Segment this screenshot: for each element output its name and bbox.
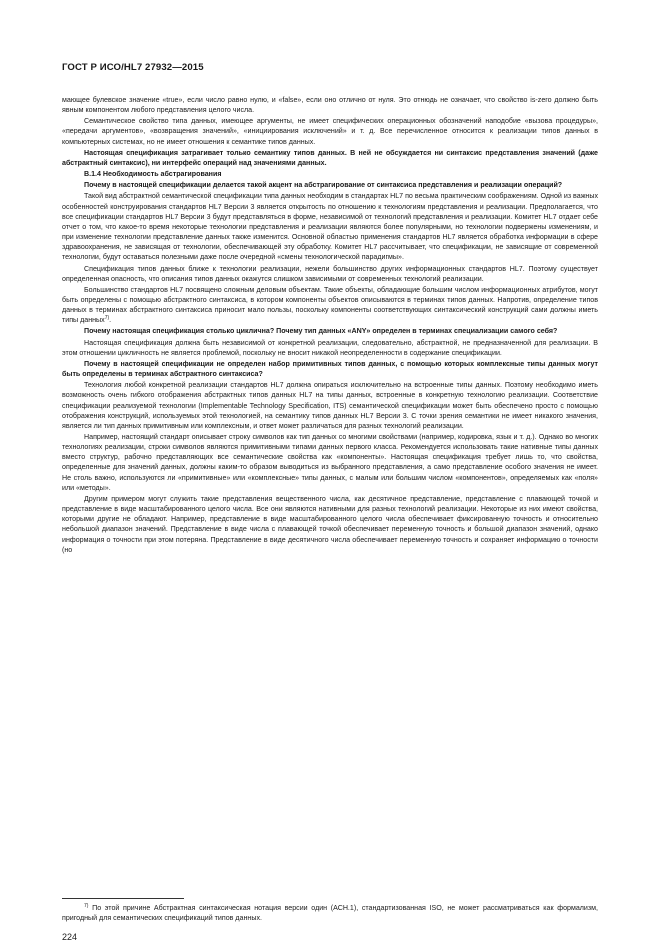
paragraph: Технология любой конкретной реализации стандартов HL7 должна опираться исключительно на встроенные типы данных. Поэтому необходимо иметь возможность очень гибкого отображения абстрактных типов данных HL7 на типы данных, встроенные в конкретную технологию реализации. Соответствие спецификации реализуемой технологии (Implementable Technology Specification, ITS) семантической спецификации может быть обеспечено просто с помощью отображения конструкций, используемых этой технологией, на семантику типов данных HL7 Версии 3. С точки зрения семантики не имеет никакого значения, является ли тип данных примитивным или комплексным, и ответ может различаться для разных технологий реализации. bbox=[62, 381, 598, 430]
footnote-reference: 7) bbox=[104, 315, 110, 322]
paragraph: Например, настоящий стандарт описывает строку символов как тип данных со многими свойствами (например, кодировка, язык и т. д.). Однако во многих технологиях реализации, строки символов являются примитивными типами данных первого класса. Рекомендуется использовать такие нативные типы данных вместо структур, рабочно представляющих все семантические свойства как «компоненты». Настоящая спецификация требует лишь то, что свойства, определенные для значений данных, должны каким-то образом выводиться из выбранного представления, а само представление особого значения не имеет. Не столь важно, используются ли «примитивные» или «комплексные» типы данных, с малым или большим числом «компонентов», определяемых как «поля» или «методы». bbox=[62, 433, 598, 492]
paragraph: Другим примером могут служить такие представления вещественного числа, как десятичное представление, представление с плавающей точкой и представление в виде масштабированного целого числа. Все они являются нативными для разных технологий реализации. Некоторые из них имеют свойства, которыми другие не обладают. Например, представление в виде масштабированного целого числа обеспечивает фиксированную точность и относительно небольшой диапазон значений. Представление в виде числа с плавающей точкой обеспечивает переменную точность и большой диапазон значений, однако информация о точности при этом потеряна. Представление в виде десятичного числа обеспечивает переменную точность и сохраняет информацию о точности (но bbox=[62, 494, 598, 554]
bold-statement: Настоящая спецификация затрагивает только семантику типов данных. В ней не обсуждается ни синтаксис представления значений (даже абстрактный синтаксис), ни интерфейс операций над значениями данных. bbox=[62, 148, 598, 167]
question-heading: Почему настоящая спецификация столько циклична? Почему тип данных «ANY» определен в терминах специализации самого себя? bbox=[84, 327, 558, 336]
paragraph: мающее булевское значение «true», если число равно нулю, и «false», если оно отлично от нуля. Это отнюдь не означает, что свойство is-zero должно быть явным компонентом любого представления целого числа. bbox=[62, 96, 598, 115]
paragraph: Настоящая спецификация должна быть независимой от конкретной реализации, следовательно, абстрактной, не предназначенной для реализации. В этом отношении цикличность не является проблемой, поскольку не вносит никакой неопределенности в содержание спецификации. bbox=[62, 338, 598, 357]
paragraph-with-footnote: Большинство стандартов HL7 посвящено сложным деловым объектам. Такие объекты, обладающие большим числом информационных атрибутов, могут быть определены с помощью абстрактного синтаксиса, в котором компоненты объектов описываются в терминах типов данных. Напротив, определение типов данных в терминах абстрактного синтаксиса приносит мало пользы, поскольку компоненты соответствующих синтаксический конструкций сами должны иметь типы данных$^{7)}$. bbox=[62, 285, 598, 325]
running-header: ГОСТ Р ИСО/HL7 27932—2015 bbox=[62, 62, 204, 73]
paragraph: Такой вид абстрактной семантической спецификации типа данных необходим в стандартах HL7 по весьма практическим соображениям. Одной из важных особенностей конструирования стандартов HL7 Версии 3 является открытость по отношению к технологиям представления и реализации. Предполагается, что все спецификации стандартов HL7 Версии 3 будут представляться в форме, независимой от технологий представления и реализации. Комитет HL7 отдает себе отчет о том, что какое-то время некоторые технологии представления и реализации являются более популярными, но технологии подвержены изменениям, и при изменение технологии представление данных также изменится. Основной областью применения стандартов HL7 является обработка информации в сфере здравоохранения, не зависящая от технологии, обеспечивающей эту обработку. Комитет HL7 рассчитывает, что спецификации, не зависящие от современной технологии, будут оставаться полезными даже после очередной «смены технологической парадигмы». bbox=[62, 192, 598, 262]
footnote-divider bbox=[62, 898, 184, 899]
paragraph: Семантическое свойство типа данных, имеющее аргументы, не имеет специфических операционных обозначений наподобие «вызова процедуры», «передачи аргументов», «возвращения значений», «инициирования исключений» и т. д. Все перечисленное относится к реализации типов данных в компьютерных системах, но не имеет отношения к семантике типов данных. bbox=[62, 117, 598, 146]
question-heading: Почему в настоящей спецификации делается такой акцент на абстрагирование от синтаксиса представления и реализации операций? bbox=[84, 181, 563, 190]
paragraph: Спецификация типов данных ближе к технологии реализации, нежели большинство других информационных стандартов HL7. Поэтому существует определенная опасность, что описания типов данных окажутся слишком зависимыми от современных технологий реализации. bbox=[62, 264, 598, 283]
footnote-text: По этой причине Абстрактная синтаксическая нотация версии один (АСН.1), стандартизованная ISO, не может рассматриваться как формализм, пригодный для семантических спецификаций типов данных. bbox=[62, 904, 598, 923]
question-heading: Почему в настоящей спецификации не определен набор примитивных типов данных, с помощью которых комплексные типы данных могут быть определены в терминах абстрактного синтаксиса? bbox=[62, 359, 598, 379]
paragraph-text: Большинство стандартов HL7 посвящено сложным деловым объектам. Такие объекты, обладающие большим числом информационных атрибутов, могут быть определены с помощью абстрактного синтаксиса, в котором компоненты объектов описываются в терминах типов данных. Напротив, определение типов данных в терминах абстрактного синтаксиса приносит мало пользы, поскольку компоненты соответствующих синтаксический конструкций сами должны иметь типы данных bbox=[62, 285, 598, 325]
body-text bbox=[62, 95, 598, 556]
page-number: 224 bbox=[62, 932, 78, 942]
footnote-marker: 7) bbox=[84, 903, 89, 909]
section-heading: В.1.4 Необходимость абстрагирования bbox=[84, 170, 222, 179]
footnote bbox=[62, 903, 598, 923]
